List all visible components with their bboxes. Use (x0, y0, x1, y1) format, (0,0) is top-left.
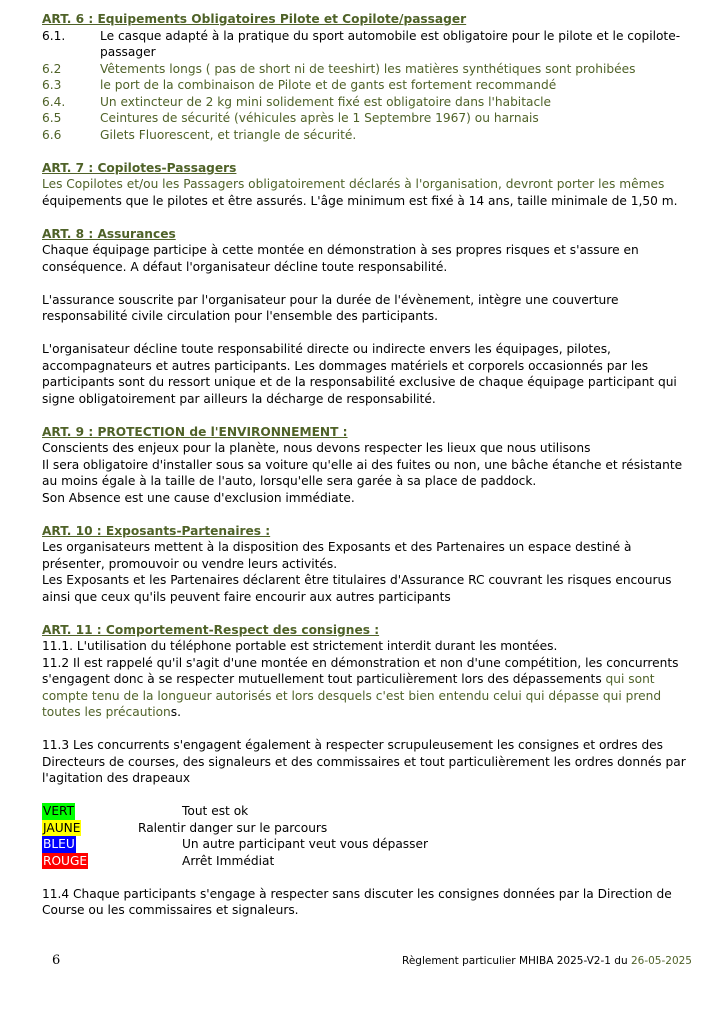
art10-line: Les Exposants et les Partenaires déclarent être titulaires d'Assurance RC couvrant les risques encourus ainsi que ceux qu'ils peuvent faire encourir aux autres participants (42, 573, 672, 604)
art8-paragraph: L'assurance souscrite par l'organisateur pour la durée de l'évènement, intègre une couverture responsabilité civile circulation pour l'ensemble des participants. (42, 292, 619, 323)
art6-item (42, 77, 688, 94)
flag-label: VERT (43, 804, 75, 818)
art9-line: Conscients des enjeux pour la planète, nous devons respecter les lieux que nous utilisons (42, 441, 591, 455)
art10-line: Les organisateurs mettent à la disposition des Exposants et des Partenaires un espace destiné à présenter, promouvoir ou vendre leurs activités. (42, 540, 632, 571)
flag-meaning: Ralentir danger sur le parcours (138, 820, 328, 835)
flag-label: ROUGE (43, 853, 88, 868)
art11-title: ART. 11 : Comportement-Respect des consignes : (42, 622, 380, 637)
art11-paragraph: 11.3 Les concurrents s'engagent également à respecter scrupuleusement les consignes et ordres des Directeurs de courses, des signaleurs et des commissaires et tout particulièrement les ordres donnés par l'agitation des drapeaux (42, 738, 686, 785)
flag-row (42, 853, 688, 870)
footer-date: 26-05-2025 (630, 955, 692, 967)
art11-p2-green: qui sont compte tenu de la longueur autorisés et lors desquels c'est bien entendu celui qui dépasse qui prend toutes les précaution (42, 672, 662, 719)
art6-title: ART. 6 : Equipements Obligatoires Pilote et Copilote/passager (42, 12, 467, 26)
art9-line: Son Absence est une cause d'exclusion immédiate. (42, 490, 355, 505)
art7-text-black: équipements que le pilotes et être assurés. L'âge minimum est fixé à 14 ans, taille minimale de 1,50 m. (42, 193, 678, 208)
art8-paragraph: L'organisateur décline toute responsabilité directe ou indirecte envers les équipages, pilotes, accompagnateurs et autres participants. Les dommages matériels et corporels occasionnés par les participants sont du ressort unique et de la responsabilité exclusive de chaque équipage participant qui signe obligatoirement par ailleurs la décharge de responsabilité. (42, 342, 677, 406)
art6-item (42, 110, 688, 127)
art6-item-num: 6.1. (42, 28, 66, 43)
art6-item-num: 6.6 (42, 127, 62, 142)
art11-p2-black: 11.2 Il est rappelé qu'il s'agit d'une montée en démonstration et non d'une compétition, les concurrents s'engagent donc à se respecter mutuellement tout particulièrement lors des dépassements (42, 655, 679, 686)
art10-title: ART. 10 : Exposants-Partenaires : (42, 523, 271, 538)
art8-paragraph: Chaque équipage participe à cette montée en démonstration à ses propres risques et s'assure en conséquence. A défaut l'organisateur décline toute responsabilité. (42, 243, 639, 274)
art6-item-num: 6.5 (42, 111, 62, 125)
art6-item-text: Ceintures de sécurité (véhicules après le 1 Septembre 1967) ou harnais (100, 111, 539, 125)
art11-p2-end: s. (170, 705, 182, 719)
flag-meaning: Un autre participant veut vous dépasser (182, 837, 429, 851)
flag-row (42, 836, 688, 853)
flags-legend (42, 803, 688, 869)
art6-item-num: 6.2 (42, 61, 62, 76)
art6-item-text: Gilets Fluorescent, et triangle de sécurité. (100, 127, 357, 142)
art7-text-green: Les Copilotes et/ou les Passagers obligatoirement déclarés à l'organisation, devront porter les mêmes (42, 177, 665, 191)
art9-line: Il sera obligatoire d'installer sous sa voiture qu'elle ai des fuites ou non, une bâche étanche et résistante au moins égale à la taille de l'auto, lorsqu'elle sera garée à sa place de paddock. (42, 457, 683, 488)
flag-label: BLEU (43, 837, 75, 851)
art6-item-num: 6.4. (42, 94, 66, 109)
art9-title: ART. 9 : PROTECTION de l'ENVIRONNEMENT : (42, 424, 348, 439)
flag-meaning: Tout est ok (182, 804, 249, 818)
art6-item-text: Le casque adapté à la pratique du sport automobile est obligatoire pour le pilote et le copilote-passager (100, 28, 681, 59)
art6-item-text: Vêtements longs ( pas de short ni de teeshirt) les matières synthétiques sont prohibées (100, 61, 636, 76)
art7-text (42, 176, 688, 209)
art11-paragraph: 11.1. L'utilisation du téléphone portable est strictement interdit durant les montées. (42, 639, 558, 653)
art11-paragraph: 11.4 Chaque participants s'engage à respecter sans discuter les consignes données par la Direction de Course ou les commissaires et signaleurs. (42, 886, 672, 917)
page-number: 6 (52, 953, 61, 968)
art6-item-num: 6.3 (42, 78, 62, 92)
flag-label: JAUNE (43, 820, 81, 835)
art6-item (42, 127, 688, 144)
art6-item (42, 61, 688, 78)
art6-item (42, 28, 688, 61)
art8-title: ART. 8 : Assurances (42, 226, 176, 241)
art7-title: ART. 7 : Copilotes-Passagers (42, 160, 237, 175)
flag-row (42, 803, 688, 820)
footer-doc-name: Règlement particulier MHIBA 2025-V2-1 (402, 955, 611, 967)
flag-row (42, 820, 688, 837)
art6-item-text: le port de la combinaison de Pilote et de gants est fortement recommandé (100, 78, 557, 92)
footer-text (402, 953, 692, 970)
flag-meaning: Arrêt Immédiat (182, 853, 275, 868)
art11-paragraph (42, 655, 688, 721)
art6-item (42, 94, 688, 111)
art6-item-text: Un extincteur de 2 kg mini solidement fixé est obligatoire dans l'habitacle (100, 94, 552, 109)
footer-du: du (610, 955, 631, 967)
document-page (42, 11, 688, 919)
